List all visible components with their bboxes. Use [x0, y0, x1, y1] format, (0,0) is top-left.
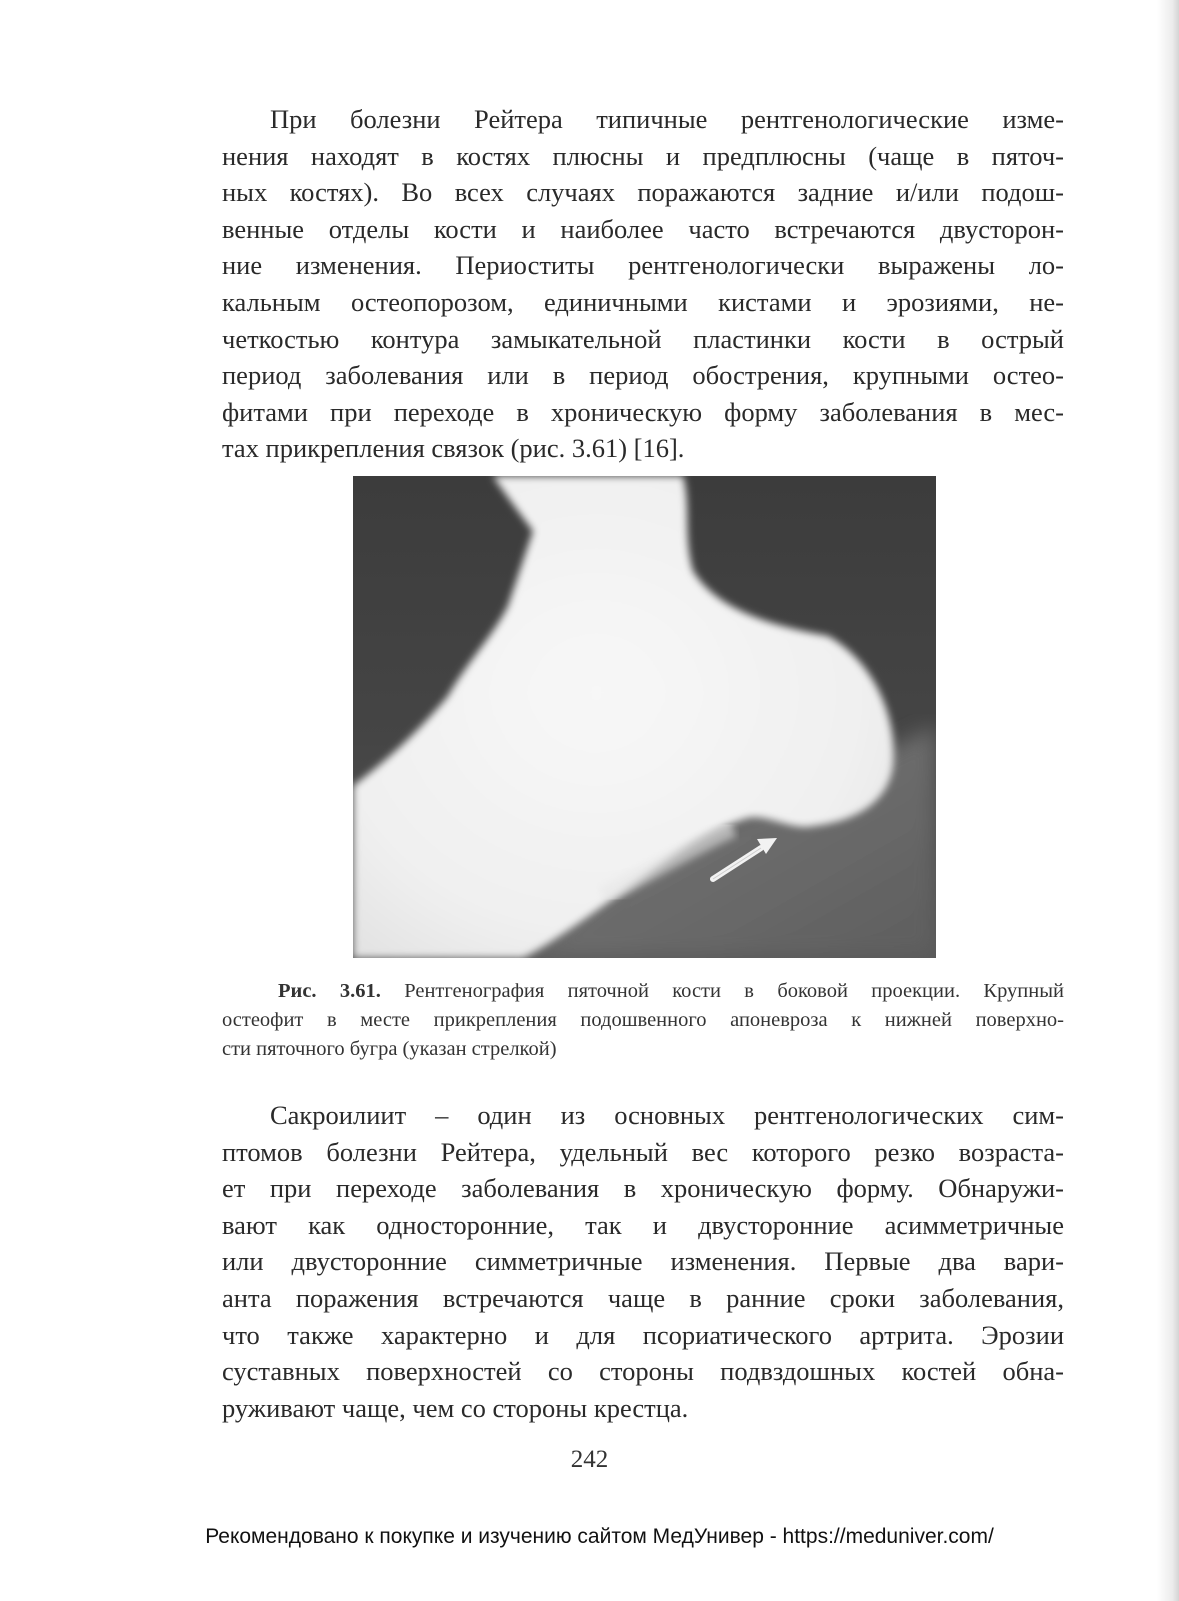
text-line: При болезни Рейтера типичные рентгенологические изме- — [270, 104, 1064, 134]
text-line: венные отделы кости и наиболее часто встречаются двусторон- — [222, 213, 1064, 244]
text-line: что также характерно и для псориатического артрита. Эрозии — [222, 1319, 1064, 1350]
footer-recommendation: Рекомендовано к покупке и изучению сайтом МедУнивер - https://meduniver.com/ — [205, 1525, 994, 1548]
caption-line — [222, 977, 1064, 1006]
text-line: ных костях). Во всех случаях поражаются задние и/или подош- — [222, 177, 1064, 208]
text-line: вают как односторонние, так и двусторонние асимметричные — [222, 1209, 1064, 1240]
caption-line: сти пяточного бугра (указан стрелкой) — [222, 1038, 557, 1060]
paragraph-sacroiliitis — [222, 1097, 1064, 1426]
text-line: руживают чаще, чем со стороны крестца. — [222, 1392, 689, 1423]
caption-line: остеофит в месте прикрепления подошвенного апоневроза к нижней поверхно- — [222, 1009, 1064, 1031]
caption-text: Рентгенография пяточной кости в боковой проекции. Крупный — [404, 980, 1064, 1002]
paragraph-reiter-foot-changes — [222, 101, 1064, 467]
text-line: нения находят в костях плюсны и предплюсны (чаще в пяточ- — [222, 140, 1064, 171]
text-line: анта поражения встречаются чаще в ранние сроки заболевания, — [222, 1282, 1064, 1313]
text-line: суставных поверхностей со стороны подвздошных костей обна- — [222, 1356, 1064, 1387]
text-line: период заболевания или в период обострения, крупными остео- — [222, 360, 1064, 391]
text-line: птомов болезни Рейтера, удельный вес которого резко возраста- — [222, 1136, 1064, 1167]
xray-figure-calcaneus — [353, 476, 936, 958]
text-line: или двусторонние симметричные изменения. Первые два вари- — [222, 1246, 1064, 1277]
text-line: ет при переходе заболевания в хроническую форму. Обнаружи- — [222, 1173, 1064, 1204]
text-line: тах прикрепления связок (рис. 3.61) [16]. — [222, 433, 685, 464]
page-edge-shadow — [1157, 0, 1179, 1601]
text-line: ние изменения. Периоститы рентгенологически выражены ло- — [222, 250, 1064, 281]
page-number: 242 — [570, 1446, 609, 1473]
text-line: фитами при переходе в хроническую форму заболевания в мес- — [222, 396, 1064, 427]
figure-caption — [222, 977, 1064, 1064]
figure-label: Рис. 3.61. — [278, 980, 381, 1002]
text-line: Сакроилиит – один из основных рентгенологических сим- — [270, 1100, 1064, 1130]
text-line: четкостью контура замыкательной пластинки кости в острый — [222, 323, 1064, 354]
text-line: кальным остеопорозом, единичными кистами и эрозиями, не- — [222, 286, 1064, 317]
xray-image — [353, 476, 936, 958]
